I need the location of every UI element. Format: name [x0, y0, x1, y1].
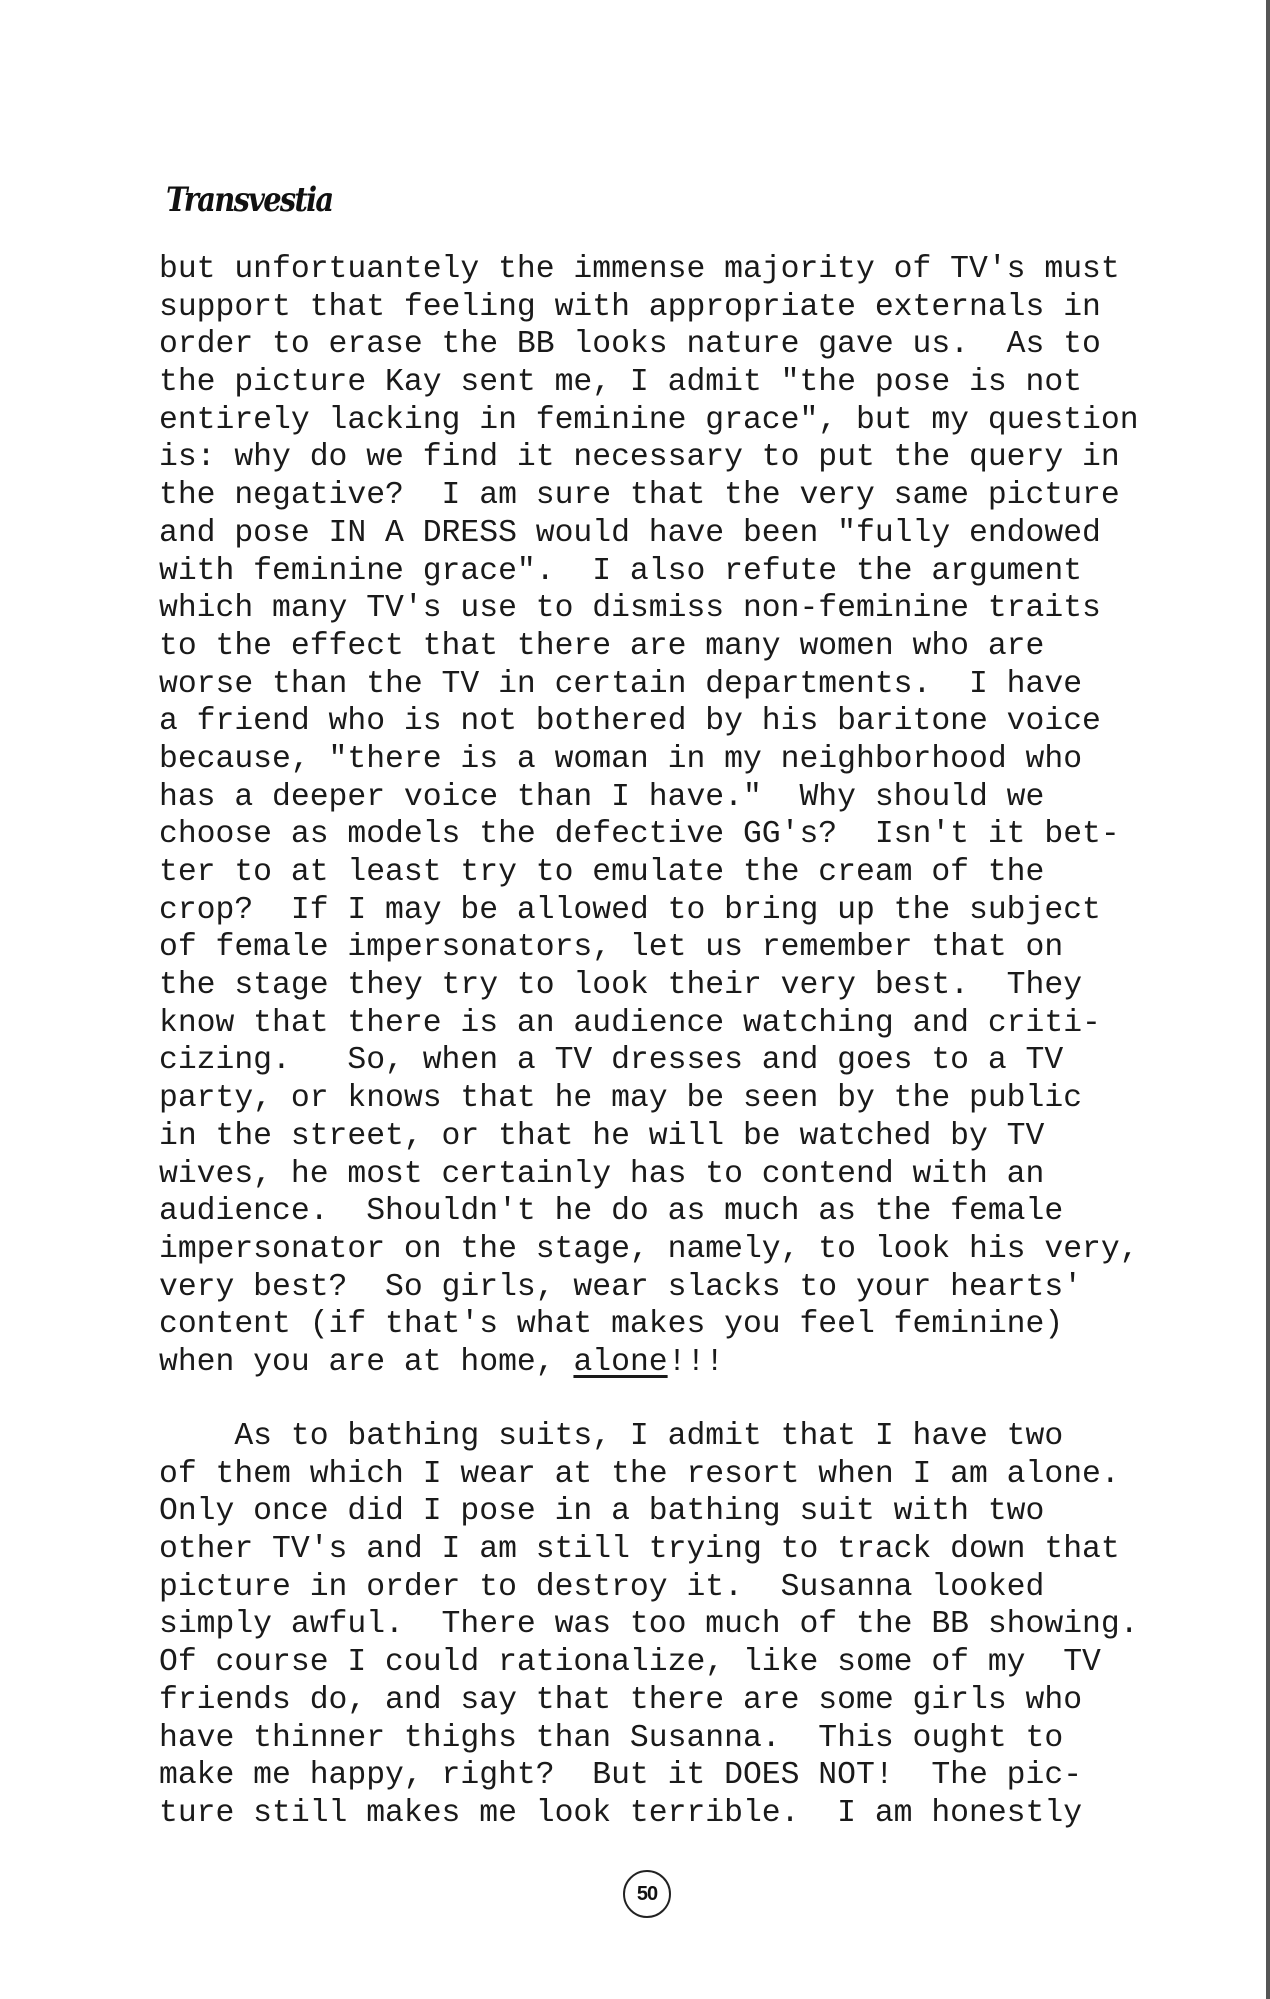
paragraph-1 — [159, 251, 1139, 1382]
text-line: know that there is an audience watching and criti- — [159, 1005, 1101, 1041]
text-line: the stage they try to look their very best. They — [159, 968, 1083, 1004]
text-line: ter to at least try to emulate the cream of the — [159, 855, 1045, 890]
text-line: ture still makes me look terrible. I am honestly — [159, 1795, 1083, 1831]
text-line: has a deeper voice than I have." Why should we — [159, 779, 1045, 815]
text-line: friends do, and say that there are some girls who — [159, 1682, 1083, 1718]
text-fragment: !!! — [667, 1344, 725, 1380]
text-line: content (if that's what makes you feel feminine) — [159, 1307, 1064, 1343]
text-line: entirely lacking in feminine grace", but my question — [159, 402, 1139, 438]
text-line: worse than the TV in certain departments. I have — [159, 666, 1083, 702]
text-line: support that feeling with appropriate externals in — [159, 289, 1101, 325]
text-line: wives, he most certainly has to contend with an — [159, 1156, 1045, 1192]
text-line: crop? If I may be allowed to bring up the subject — [159, 892, 1101, 928]
text-line: of female impersonators, let us remember that on — [159, 930, 1064, 966]
text-line: party, or knows that he may be seen by the public — [159, 1081, 1083, 1117]
page-number: 50 — [623, 1870, 671, 1918]
text-line: Only once did I pose in a bathing suit with two — [159, 1494, 1045, 1530]
text-line: simply awful. There was too much of the BB showing. — [159, 1607, 1139, 1643]
text-line — [159, 1344, 1139, 1382]
text-line: cizing. So, when a TV dresses and goes to a TV — [159, 1043, 1064, 1079]
text-line: and pose IN A DRESS would have been "fully endowed — [159, 515, 1101, 551]
text-fragment: when you are at home, — [159, 1344, 574, 1380]
text-line: the negative? I am sure that the very same picture — [159, 478, 1120, 514]
paragraph-2 — [159, 1418, 1139, 1833]
text-line: order to erase the BB looks nature gave us. As to — [159, 327, 1101, 363]
text-line: a friend who is not bothered by his baritone voice — [159, 704, 1101, 740]
text-line: make me happy, right? But it DOES NOT! The pic- — [159, 1758, 1083, 1794]
text-line: impersonator on the stage, namely, to look his very, — [159, 1231, 1139, 1267]
text-line: Of course I could rationalize, like some of my TV — [159, 1645, 1101, 1681]
text-line: in the street, or that he will be watched by TV — [159, 1118, 1045, 1154]
page-edge — [1266, 0, 1270, 1999]
text-line: with feminine grace". I also refute the argument — [159, 553, 1083, 589]
text-line: As to bathing suits, I admit that I have two — [159, 1419, 1064, 1454]
text-line: to the effect that there are many women who are — [159, 628, 1045, 664]
masthead-logo: Transvestia — [166, 180, 333, 220]
text-line: choose as models the defective GG's? Isn't it bet- — [159, 817, 1120, 853]
text-line: of them which I wear at the resort when I am alone. — [159, 1456, 1120, 1492]
text-line: because, "there is a woman in my neighborhood who — [159, 741, 1083, 777]
text-line: which many TV's use to dismiss non-feminine traits — [159, 591, 1101, 627]
text-line: other TV's and I am still trying to track down that — [159, 1532, 1120, 1568]
text-line: but unfortuantely the immense majority of TV's must — [159, 252, 1120, 287]
text-line: picture in order to destroy it. Susanna looked — [159, 1569, 1045, 1605]
underlined-word: alone — [573, 1344, 668, 1380]
text-line: audience. Shouldn't he do as much as the female — [159, 1194, 1064, 1230]
text-line: have thinner thighs than Susanna. This ought to — [159, 1720, 1064, 1756]
text-line: the picture Kay sent me, I admit "the pose is not — [159, 365, 1083, 401]
text-line: is: why do we find it necessary to put the query in — [159, 440, 1120, 476]
text-line: very best? So girls, wear slacks to your hearts' — [159, 1269, 1083, 1305]
